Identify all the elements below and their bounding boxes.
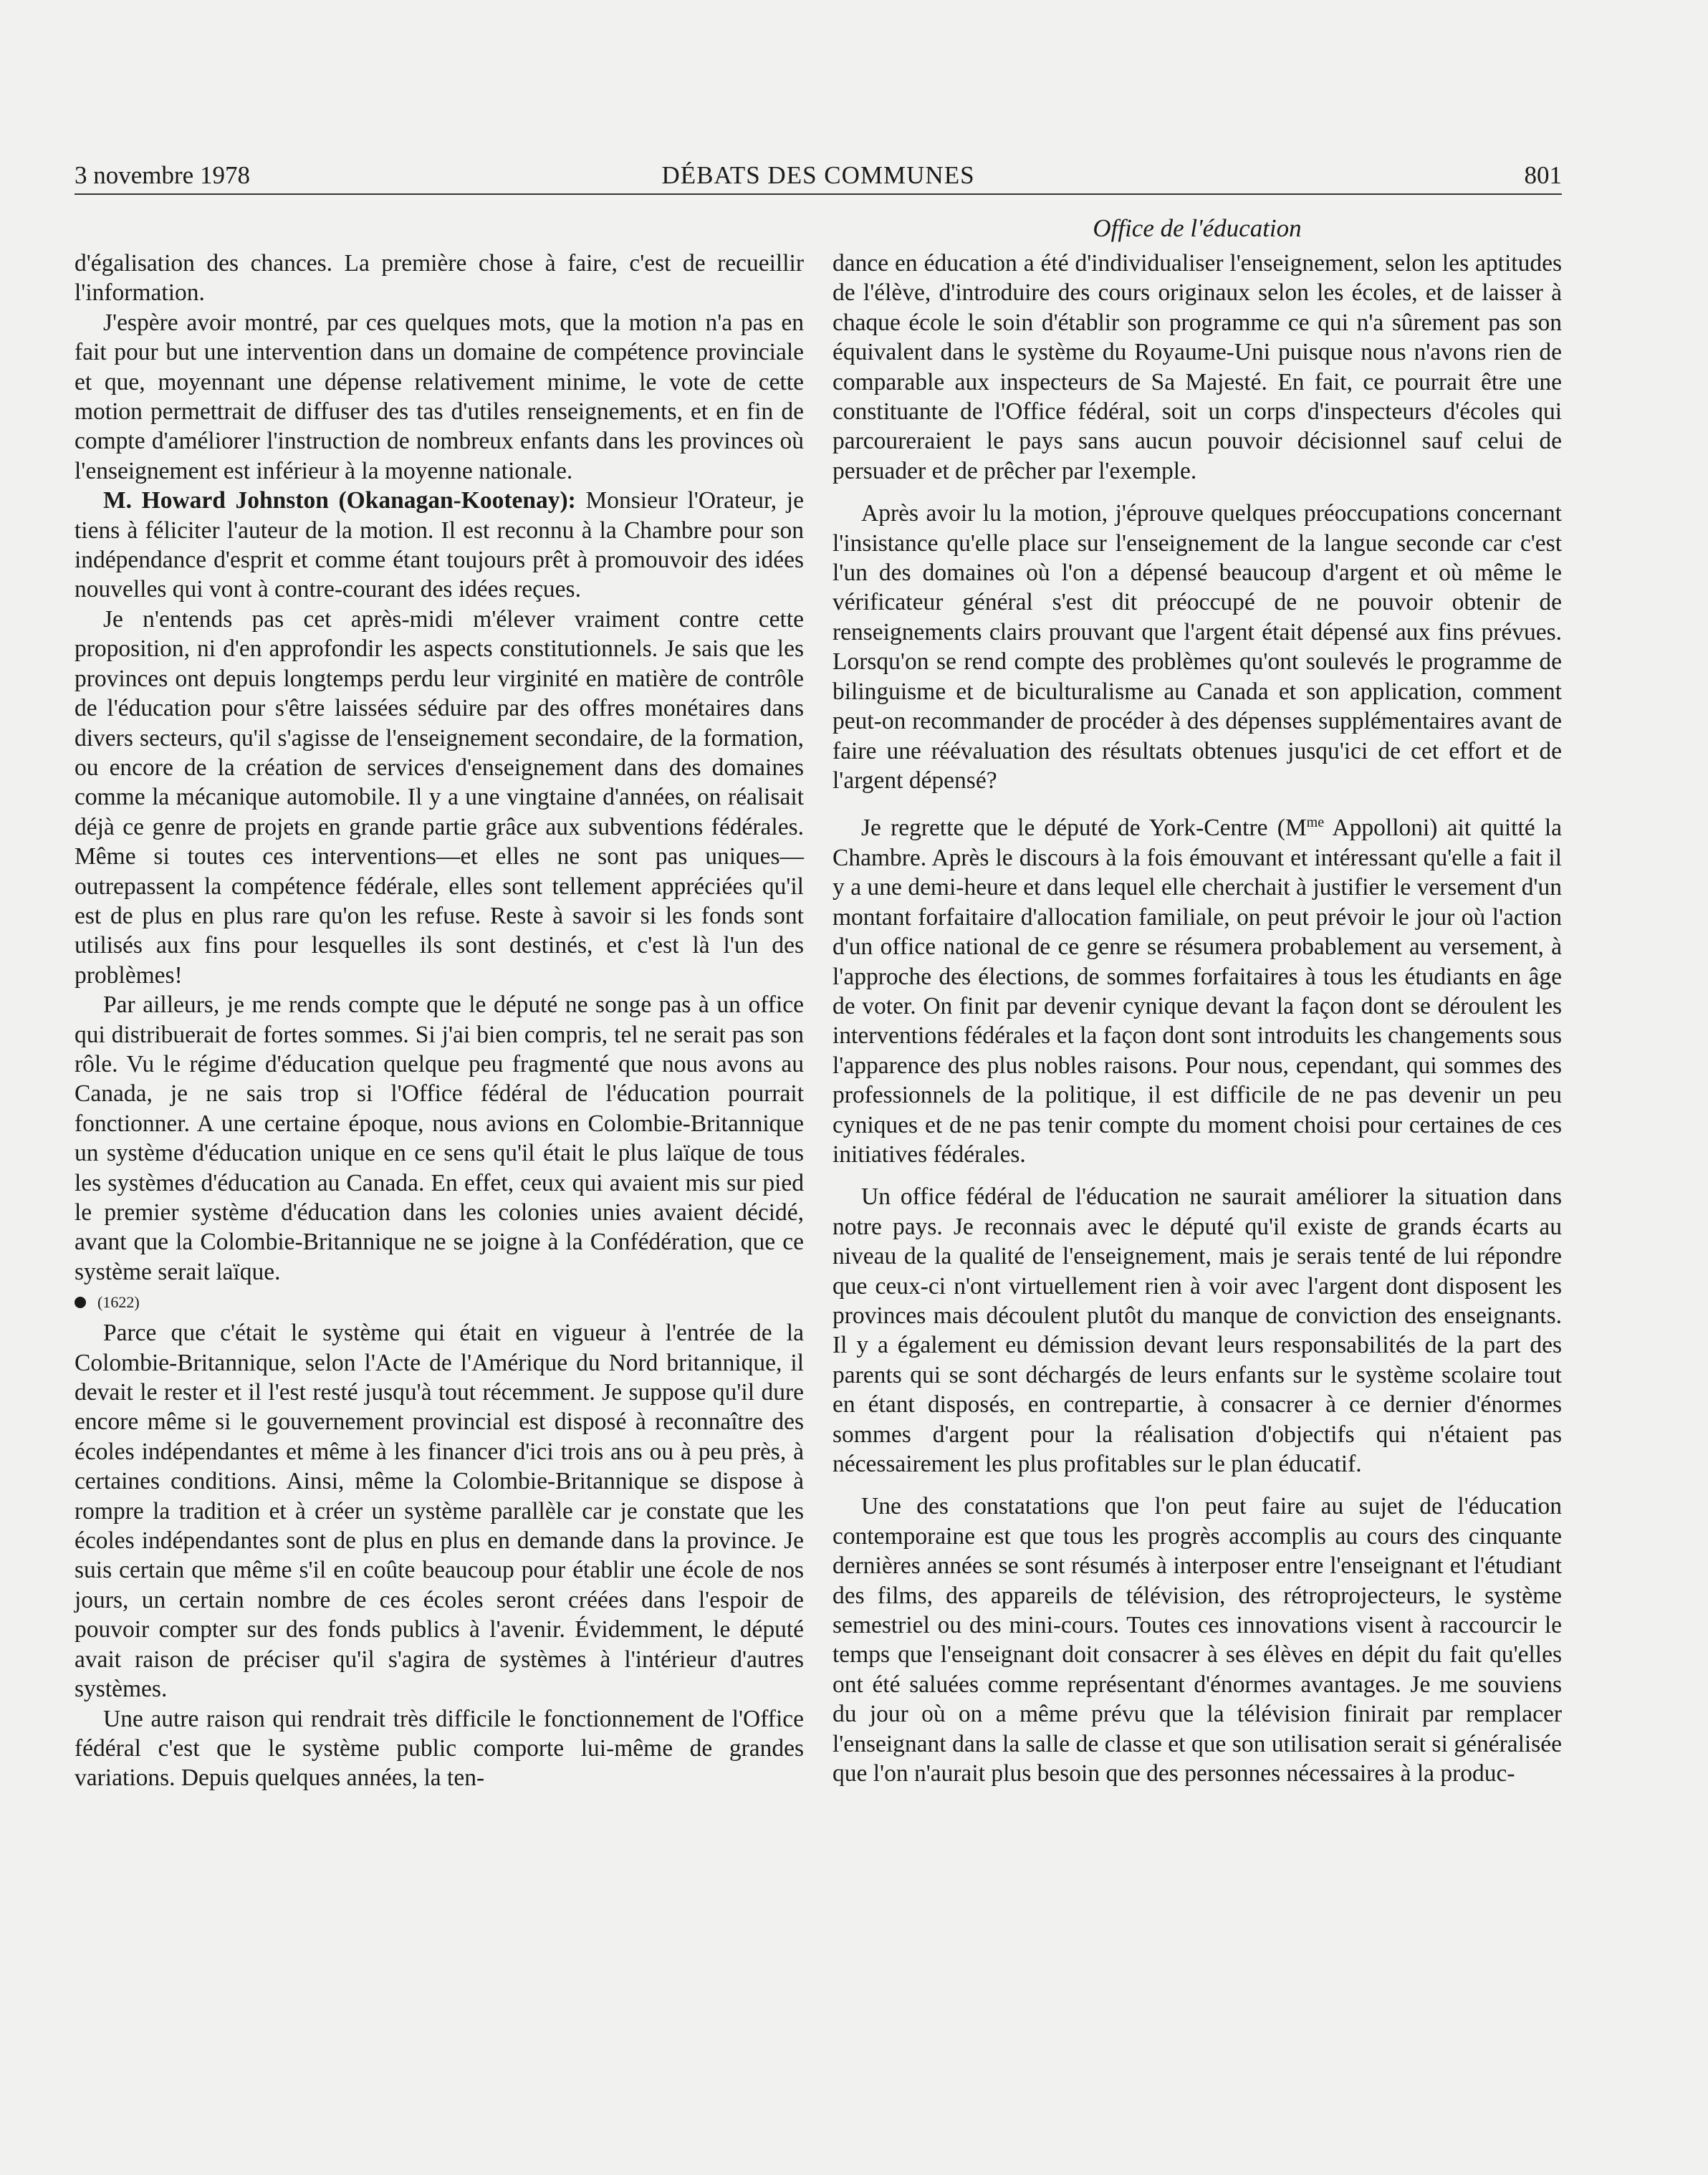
right-column <box>833 249 1562 1788</box>
paragraph <box>833 808 1562 1169</box>
paragraph: Après avoir lu la motion, j'éprouve quelques préoccupations concernant l'insistance qu'elle place sur l'enseignement de la langue seconde car c'est l'un des domaines où l'on a dépensé beaucoup d'argent et où même le vérificateur général s'est dit préoccupé de ne pouvoir obtenir de renseignements clairs prouvant que l'argent était dépensé aux fins prévues. Lorsqu'on se rend compte des problèmes qu'ont soulevés le programme de bilinguisme et de biculturalisme au Canada et son application, comment peut-on recommander de procéder à des dépenses supplémentaires avant de faire une réévaluation des résultats obtenues jusqu'ici de cet effort et de l'argent dépensé? <box>833 500 1562 794</box>
paragraph: Je n'entends pas cet après-midi m'élever vraiment contre cette proposition, ni d'en approfondir les aspects constitutionnels. Je sais que les provinces ont depuis longtemps perdu leur virginité en matière de contrôle de l'éducation pour s'être laissées séduire par des offres monétaires dans divers secteurs, qu'il s'agisse de l'enseignement secondaire, de la formation, ou encore de la création de services d'enseignement dans des domaines comme la mécanique automobile. Il y a une vingtaine d'années, on réalisait déjà ce genre de projets en grande partie grâce aux subventions fédérales. Même si toutes ces interventions—et elles ne sont pas uniques—outrepassent la compétence fédérale, elles sont tellement appréciées qu'il est de plus en plus rare qu'on les refuse. Reste à savoir si les fonds sont utilisés aux fins pour lesquelles ils sont destinés, et c'est là l'un des problèmes! <box>75 605 804 989</box>
paragraph: d'égalisation des chances. La première chose à faire, c'est de recueillir l'information. <box>75 250 804 307</box>
paragraph: Parce que c'était le système qui était en vigueur à l'entrée de la Colombie-Britannique, selon l'Acte de l'Amérique du Nord britannique, il devait le rester et il l'est resté jusqu'à tout récemment. Je suppose qu'il dure encore même si le gouvernement provincial est disposé à reconnaître des écoles indépendantes et même à les financer d'ici trois ans ou à peu près, à certaines conditions. Ainsi, même la Colombie-Britannique se dispose à rompre la tradition et à créer un système parallèle car je constate que les écoles indépendantes sont de plus en plus en demande dans la province. Je suis certain que même s'il en coûte beaucoup pour établir une école de nos jours, un certain nombre de ces écoles seront créées dans l'espoir de pouvoir compter sur des fonds publics à l'avenir. Évidemment, le député avait raison de préciser qu'il s'agira de systèmes à l'intérieur d'autres systèmes. <box>75 1320 804 1703</box>
bullet-icon <box>75 1297 86 1308</box>
page-number: 801 <box>1524 161 1562 189</box>
speaker-paragraph <box>75 486 804 605</box>
paragraph: J'espère avoir montré, par ces quelques mots, que la motion n'a pas en fait pour but une intervention dans un domaine de compétence provinciale et que, moyennant une dépense relativement minime, le vote de cette motion permettrait de diffuser des tas d'utiles renseignements, et en fin de compte d'améliorer l'instruction de nombreux enfants dans les provinces où l'enseignement est inférieur à la moyenne nationale. <box>75 309 804 484</box>
paragraph: Une des constatations que l'on peut faire au sujet de l'éducation contemporaine est que tous les progrès accomplis au cours des cinquante dernières années se sont résumés à interposer entre l'enseignant et l'étudiant des films, des appareils de télévision, des rétroprojecteurs, le système semestriel ou des mini-cours. Toutes ces innovations visent à raccourcir le temps que l'enseignant doit consacrer à ses élèves en dépit du fait qu'elles ont été saluées comme représentant d'énormes avantages. Je me souviens du jour où on a même prévu que la télévision finirait par remplacer l'enseignant dans la salle de classe et que son utilisation serait si généralisée que l'on n'aurait plus besoin que des personnes nécessaires à la produc- <box>833 1493 1562 1787</box>
paragraph: Une autre raison qui rendrait très difficile le fonctionnement de l'Office fédéral c'est que le système public comporte lui-même de grandes variations. Depuis quelques années, la ten- <box>75 1705 804 1792</box>
paragraph-text: Appolloni) ait quitté la Chambre. Après le discours à la fois émouvant et intéressant qu'elle a fait il y a une demi-heure et dans lequel elle cherchait à justifier le versement d'un montant forfaitaire d'allocation familiale, on peut prévoir le jour où l'action d'un office national de ce genre se résumera probablement au versement, à l'approche des élections, de sommes forfaitaires à tous les étudiants en âge de voter. On finit par devenir cynique devant la façon dont se déroulent les interventions fédérales et la façon dont sont introduits les changements sous l'apparence des plus nobles raisons. Pour nous, cependant, qui sommes des professionnels de la politique, il est difficile de ne pas devenir un peu cyniques et de ne pas tenir compte du moment choisi pour certaines de ces initiatives fédérales. <box>833 815 1562 1168</box>
speaker-text: Monsieur l'Orateur, je tiens à féliciter l'auteur de la motion. Il est reconnu à la Chambre pour son indépendance d'esprit et comme étant toujours prêt à promouvoir des idées nouvelles qui vont à contre-courant des idées reçues. <box>75 487 804 603</box>
section-heading: Office de l'éducation <box>1093 214 1302 242</box>
header-title: DÉBATS DES COMMUNES <box>661 161 975 189</box>
paragraph: dance en éducation a été d'individualiser l'enseignement, selon les aptitudes de l'élève, d'introduire des cours originaux selon les écoles, et de laisser à chaque école le soin d'établir son programme ce qui n'a sûrement pas son équivalent dans le système du Royaume-Uni puisque nous n'avons rien de comparable aux inspecteurs de Sa Majesté. En fait, ce pourrait être une constituante de l'Office fédéral, soit un corps d'inspecteurs d'écoles qui parcoureraient le pays sans aucun pouvoir décisionnel sauf celui de persuader et de prêcher par l'exemple. <box>833 250 1562 484</box>
paragraph: Un office fédéral de l'éducation ne saurait améliorer la situation dans notre pays. Je reconnais avec le député qu'il existe de grands écarts au niveau de la qualité de l'enseignement, mais je serais tenté de lui répondre que ceux-ci n'ont virtuellement rien à voir avec l'argent dont disposent les provinces mais découlent plutôt du manque de conviction des enseignants. Il y a également eu démission devant leurs responsabilités de la part des parents qui se sont déchargés de leurs enfants sur le système scolaire tout en étant disposés, en contrepartie, à consacrer à ce dernier d'énormes sommes d'argent pour la réalisation d'objectifs qui n'étaient pas nécessairement les plus profitables sur le plan éducatif. <box>833 1183 1562 1477</box>
time-marker <box>75 1287 804 1318</box>
page-header <box>75 158 1562 195</box>
paragraph-text: Je regrette que le député de York-Centre (M <box>861 815 1307 842</box>
left-column <box>75 249 804 1793</box>
time-marker-label: (1622) <box>97 1293 140 1312</box>
speaker-name: M. Howard Johnston (Okanagan-Kootenay): <box>103 487 576 514</box>
header-date: 3 novembre 1978 <box>75 161 250 189</box>
paragraph: Par ailleurs, je me rends compte que le député ne songe pas à un office qui distribuerait de fortes sommes. Si j'ai bien compris, tel ne serait pas son rôle. Vu le régime d'éducation quelque peu fragmenté que nous avons au Canada, je ne sais trop si l'Office fédéral de l'éducation pourrait fonctionner. A une certaine époque, nous avions en Colombie-Britannique un système d'éducation unique en ce sens qu'il était le plus laïque de tous les systèmes d'éducation au Canada. En effet, ceux qui avaient mis sur pied le premier système d'éducation dans les colonies unies avaient décidé, avant que la Colombie-Britannique ne se joigne à la Confédération, que ce système serait laïque. <box>75 992 804 1285</box>
superscript: me <box>1306 815 1325 831</box>
